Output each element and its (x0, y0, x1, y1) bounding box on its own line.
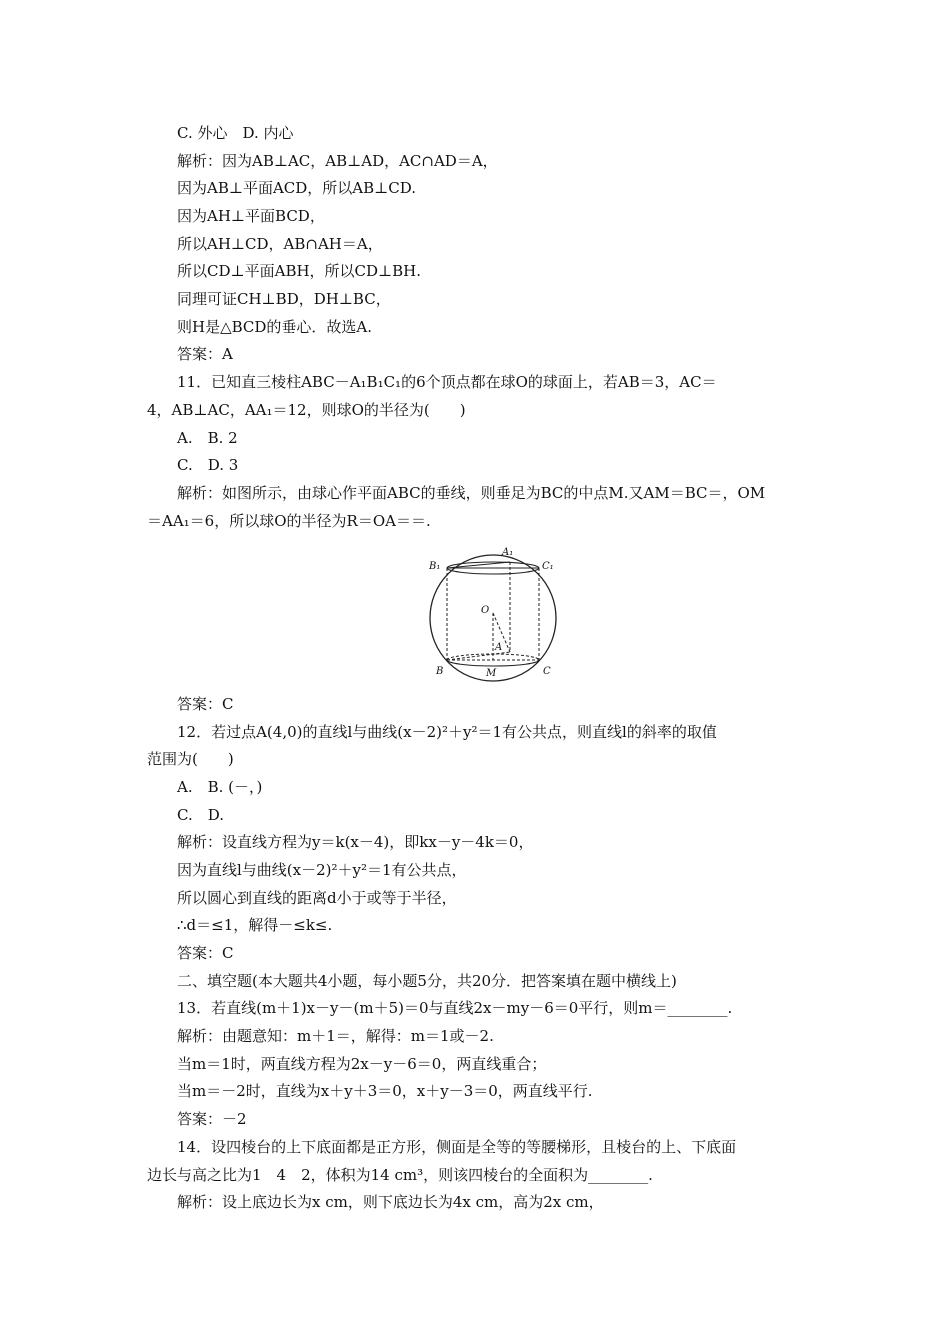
geometry-diagram (418, 540, 568, 685)
text-line: 当m＝－2时，直线为x＋y＋3＝0，x＋y－3＝0，两直线平行. (177, 1082, 593, 1100)
text-line: 所以圆心到直线的距离d小于或等于半径， (177, 889, 457, 907)
text-line: C. D. (177, 806, 224, 824)
bottom-ellipse-front (447, 660, 539, 666)
text-line: 解析：因为AB⊥AC，AB⊥AD，AC∩AD＝A， (177, 152, 498, 170)
text-line: 解析：设直线方程为y＝k(x－4)，即kx－y－4k＝0， (177, 833, 534, 851)
text-line: 当m＝1时，两直线方程为2x－y－6＝0，两直线重合； (177, 1055, 547, 1073)
text-line: 解析：如图所示，由球心作平面ABC的垂线，则垂足为BC的中点M.又AM＝BC＝，OM (177, 484, 766, 502)
label-b: B (436, 666, 444, 677)
edge-b1a1 (447, 562, 510, 568)
text-line: 答案：C (177, 695, 234, 713)
text-line: 边长与高之比为1 4 2，体积为14 cm³，则该四棱台的全面积为________. (147, 1166, 653, 1184)
text-line: A. B. 2 (177, 429, 238, 447)
text-line: 解析：由题意知：m＋1＝，解得：m＝1或－2. (177, 1027, 494, 1045)
text-line: 答案：A (177, 345, 233, 363)
text-line: C. 外心 D. 内心 (177, 124, 294, 142)
sphere-prism-figure (418, 540, 568, 685)
text-line: 因为直线l与曲线(x－2)²＋y²＝1有公共点， (177, 861, 467, 879)
text-line: C. D. 3 (177, 456, 239, 474)
text-line: 14．设四棱台的上下底面都是正方形，侧面是全等的等腰梯形，且棱台的上、下底面 (177, 1138, 737, 1156)
label-a: A (495, 642, 503, 653)
text-line: 范围为( ) (147, 750, 234, 768)
text-line: 答案：－2 (177, 1110, 247, 1128)
text-line: 答案：C (177, 944, 234, 962)
label-o: O (481, 605, 490, 616)
label-c: C (543, 666, 551, 677)
label-a1: A₁ (502, 547, 514, 558)
text-line: 所以CD⊥平面ABH，所以CD⊥BH. (177, 262, 422, 280)
text-line: A. B. (－，) (177, 778, 263, 796)
text-line: 同理可证CH⊥BD，DH⊥BC， (177, 290, 391, 308)
label-c1: C₁ (542, 561, 554, 572)
text-line: 12．若过点A(4,0)的直线l与曲线(x－2)²＋y²＝1有公共点，则直线l的斜率的取值 (177, 723, 717, 741)
text-line: 因为AB⊥平面ACD，所以AB⊥CD. (177, 179, 416, 197)
label-m: M (486, 668, 497, 679)
text-line: 4，AB⊥AC，AA₁＝12，则球O的半径为( ) (147, 401, 466, 419)
text-line: ＝AA₁＝6，所以球O的半径为R＝OA＝＝. (147, 512, 431, 530)
text-line: 解析：设上底边长为x cm，则下底边长为4x cm，高为2x cm， (177, 1193, 604, 1211)
text-line: 因为AH⊥平面BCD， (177, 207, 325, 225)
text-line: 13．若直线(m＋1)x－y－(m＋5)＝0与直线2x－my－6＝0平行，则m＝________. (177, 999, 733, 1017)
text-line: 所以AH⊥CD，AB∩AH＝A， (177, 235, 383, 253)
section-heading: 二、填空题(本大题共4小题，每小题5分，共20分．把答案填在题中横线上) (177, 972, 677, 990)
text-line: 11．已知直三棱柱ABC－A₁B₁C₁的6个顶点都在球O的球面上，若AB＝3，AC＝ (177, 373, 717, 391)
label-b1: B₁ (429, 561, 441, 572)
text-line: ∴d＝≤1，解得－≤k≤. (177, 916, 333, 934)
text-line: 则H是△BCD的垂心．故选A. (177, 318, 373, 336)
